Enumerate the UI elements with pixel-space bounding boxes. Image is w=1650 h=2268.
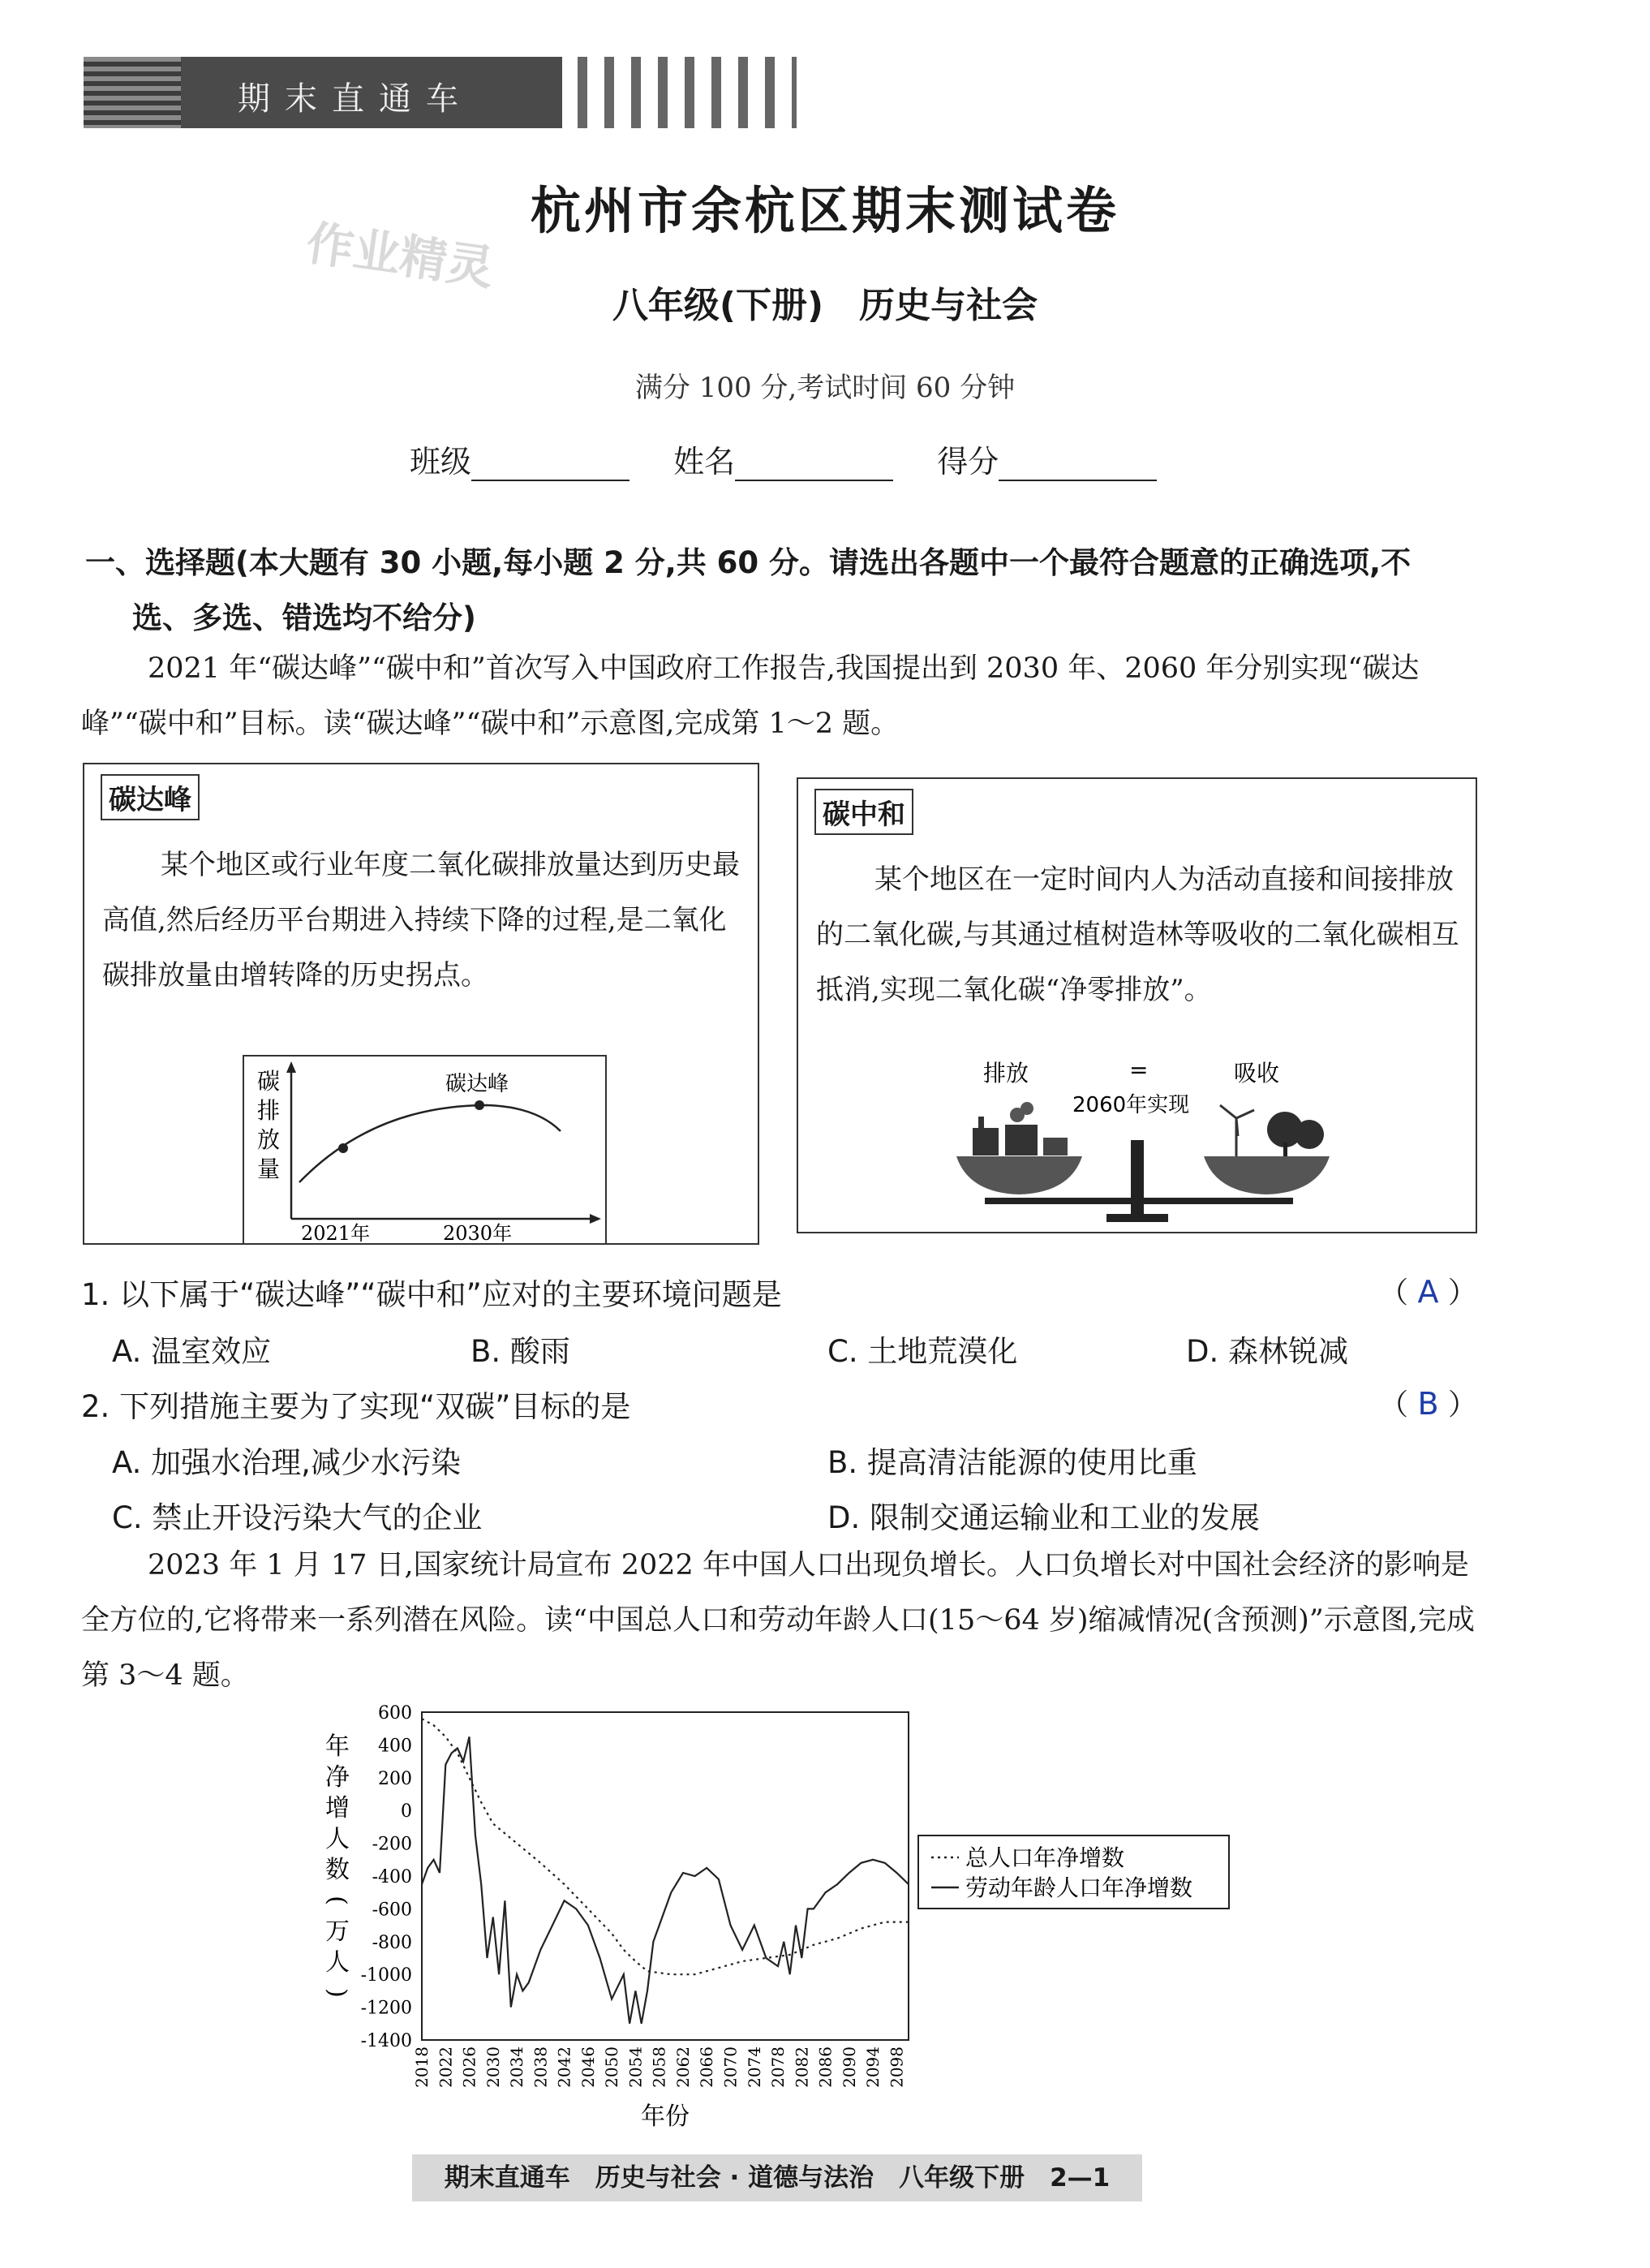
score-label: 得分 — [937, 444, 999, 480]
carbon-neutral-box — [797, 777, 1477, 1233]
building-icon — [1043, 1138, 1068, 1156]
peak-xtick-2021: 2021年 — [301, 1222, 371, 1243]
class-blank[interactable] — [471, 450, 629, 481]
y-axis-label-char: ( — [323, 1896, 351, 1905]
name-label: 姓名 — [673, 444, 736, 480]
y-axis-label-char: 万 — [325, 1917, 350, 1946]
peak-point-2021 — [338, 1143, 348, 1153]
y-axis-label-char: 人 — [325, 1825, 350, 1853]
legend-labor: 劳动年龄人口年净增数 — [965, 1874, 1193, 1901]
question-2-answer-paren: （ B ） — [1379, 1386, 1477, 1422]
y-tick-label: -600 — [372, 1900, 412, 1921]
carbon-neutral-text: 某个地区在一定时间内人为活动直接和间接排放的二氧化碳,与其通过植树造林等吸收的二氧化碳相互抵消,实现二氧化碳“净零排放”。 — [816, 863, 1459, 1006]
legend-total: 总人口年净增数 — [965, 1844, 1125, 1871]
chimney-icon — [978, 1117, 984, 1131]
peak-ylabel-2: 排 — [257, 1097, 281, 1124]
q1-option-a[interactable]: A. 温室效应 — [112, 1334, 272, 1369]
x-tick-label: 2030 — [483, 2046, 503, 2088]
section-heading — [85, 536, 1489, 646]
y-axis-label-char: 数 — [325, 1856, 350, 1884]
x-tick-label: 2046 — [578, 2046, 598, 2088]
equals-label: = — [1129, 1057, 1149, 1083]
score-blank[interactable] — [999, 450, 1157, 481]
y-tick-label: -200 — [372, 1834, 412, 1855]
peak-label: 碳达峰 — [445, 1072, 509, 1096]
peak-ylabel-4: 量 — [257, 1156, 281, 1182]
carbon-peak-box — [83, 763, 759, 1245]
x-tick-label: 2070 — [720, 2046, 741, 2088]
peak-curve — [299, 1105, 561, 1182]
question-2-text: 2. 下列措施主要为了实现“双碳”目标的是 — [81, 1389, 631, 1424]
turbine-blade — [1236, 1110, 1254, 1118]
q1-option-b[interactable]: B. 酸雨 — [471, 1334, 570, 1369]
question-1-text: 1. 以下属于“碳达峰”“碳中和”应对的主要环境问题是 — [81, 1277, 782, 1312]
y-tick-label: -1400 — [360, 2031, 412, 2051]
peak-ylabel-1: 碳 — [257, 1068, 281, 1095]
turbine-blade — [1220, 1105, 1236, 1118]
population-chart — [316, 1696, 1249, 2138]
passage-2: 2023 年 1 月 17 日,国家统计局宣布 2022 年中国人口出现负增长。人口负增长对中国社会经济的影响是全方位的,它将带来一系列潜在风险。读“中国总人口和劳动年龄人口(15～64 岁)缩减情况(含预测)”示意图,完成第 3～4 题。 — [81, 1549, 1475, 1692]
x-tick-label: 2094 — [863, 2046, 883, 2088]
factory-icon — [1005, 1125, 1038, 1156]
question-1-answer: A — [1417, 1274, 1439, 1310]
x-tick-label: 2022 — [436, 2046, 456, 2088]
y-tick-label: -1200 — [360, 1998, 412, 2019]
class-label: 班级 — [410, 444, 472, 480]
year-label: 2060年实现 — [1072, 1093, 1190, 1117]
x-tick-label: 2090 — [839, 2046, 859, 2088]
y-axis-label-char: 人 — [325, 1948, 350, 1977]
smoke-icon — [1021, 1102, 1033, 1115]
x-tick-label: 2026 — [459, 2046, 479, 2088]
y-tick-label: 600 — [378, 1703, 412, 1724]
peak-ylabel-3: 放 — [257, 1126, 281, 1153]
section-heading-line2: 选、多选、错选均不给分) — [132, 600, 476, 635]
carbon-peak-label: 碳达峰 — [101, 774, 200, 820]
x-tick-label: 2054 — [625, 2046, 646, 2088]
x-tick-label: 2082 — [792, 2046, 812, 2088]
y-tick-label: 200 — [378, 1768, 412, 1789]
question-2-answer: B — [1417, 1386, 1439, 1422]
y-axis-label-char: 增 — [325, 1794, 350, 1823]
question-1-answer-paren: （ A ） — [1379, 1274, 1477, 1310]
banner-bars — [578, 57, 797, 128]
emit-label: 排放 — [983, 1060, 1029, 1087]
x-tick-label: 2066 — [697, 2046, 717, 2088]
x-tick-label: 2034 — [507, 2046, 527, 2088]
y-axis-label-char: 年 — [325, 1732, 350, 1761]
tree-trunk — [1283, 1143, 1287, 1156]
carbon-peak-chart-svg — [244, 1057, 605, 1243]
tree-icon — [1295, 1120, 1324, 1149]
scale-post — [1131, 1140, 1144, 1217]
header-banner — [84, 57, 562, 128]
plot-frame — [422, 1712, 909, 2040]
x-axis-label: 年份 — [641, 2102, 690, 2131]
banner-stripes — [84, 57, 181, 128]
banner-label: 期末直通车 — [238, 80, 473, 118]
peak-xtick-2030: 2030年 — [443, 1222, 513, 1243]
y-axis-label-char: 净 — [325, 1763, 350, 1792]
x-tick-label: 2038 — [531, 2046, 551, 2088]
q2-option-b[interactable]: B. 提高清洁能源的使用比重 — [827, 1445, 1197, 1480]
carbon-neutral-label: 碳中和 — [814, 789, 913, 835]
factory-icon — [973, 1128, 999, 1156]
scale-base — [1106, 1214, 1168, 1222]
section-heading-line1: 一、选择题(本大题有 30 小题,每小题 2 分,共 60 分。请选出各题中一个最符合题意的正确选项,不 — [85, 545, 1412, 580]
y-tick-label: -800 — [372, 1932, 412, 1953]
peak-point-2030 — [475, 1100, 484, 1110]
x-tick-label: 2050 — [602, 2046, 622, 2088]
page-subtitle: 八年级(下册) 历史与社会 — [612, 285, 1038, 326]
y-tick-label: 400 — [378, 1736, 412, 1757]
x-tick-label: 2074 — [744, 2046, 764, 2088]
turbine-blade — [1236, 1118, 1238, 1136]
x-tick-label: 2018 — [412, 2046, 432, 2088]
carbon-peak-text: 某个地区或行业年度二氧化碳排放量达到历史最高值,然后经历平台期进入持续下降的过程,是二氧化碳排放量由增转降的历史拐点。 — [102, 849, 740, 992]
y-axis-label-char: ) — [323, 1988, 351, 1998]
y-tick-label: -400 — [372, 1867, 412, 1887]
exam-info: 满分 100 分,考试时间 60 分钟 — [634, 372, 1016, 404]
q2-option-c[interactable]: C. 禁止开设污染大气的企业 — [112, 1500, 483, 1535]
x-tick-label: 2086 — [815, 2046, 836, 2088]
x-tick-label: 2042 — [554, 2046, 574, 2088]
student-info — [410, 437, 1157, 481]
page-title: 杭州市余杭区期末测试卷 — [530, 181, 1119, 240]
q1-option-c[interactable]: C. 土地荒漠化 — [827, 1334, 1018, 1369]
left-pan — [956, 1156, 1082, 1194]
watermark: 作业精灵 — [303, 215, 497, 296]
page-footer: 期末直通车 历史与社会 · 道德与法治 八年级下册 2—1 — [412, 2154, 1142, 2201]
y-axis-label — [323, 1732, 351, 1998]
q1-option-d[interactable]: D. 森林锐减 — [1186, 1334, 1349, 1369]
x-tick-label: 2062 — [672, 2046, 693, 2088]
peak-x-arrow — [590, 1214, 601, 1224]
q2-option-a[interactable]: A. 加强水治理,减少水污染 — [112, 1445, 461, 1480]
carbon-peak-chart — [243, 1055, 607, 1245]
right-pan — [1204, 1156, 1330, 1194]
passage-1: 2021 年“碳达峰”“碳中和”首次写入中国政府工作报告,我国提出到 2030 年、2060 年分别实现“碳达峰”“碳中和”目标。读“碳达峰”“碳中和”示意图,完成第 1～2 题。 — [81, 652, 1420, 740]
q2-option-d[interactable]: D. 限制交通运输业和工业的发展 — [827, 1500, 1261, 1535]
peak-y-arrow — [286, 1061, 296, 1073]
x-tick-label: 2058 — [649, 2046, 669, 2088]
y-tick-label: 0 — [401, 1801, 412, 1823]
balance-scale-illustration — [798, 1047, 1476, 1225]
absorb-label: 吸收 — [1234, 1060, 1280, 1087]
name-blank[interactable] — [735, 450, 893, 481]
x-tick-label: 2078 — [768, 2046, 788, 2088]
y-tick-label: -1000 — [360, 1965, 412, 1986]
x-tick-label: 2098 — [887, 2046, 907, 2088]
